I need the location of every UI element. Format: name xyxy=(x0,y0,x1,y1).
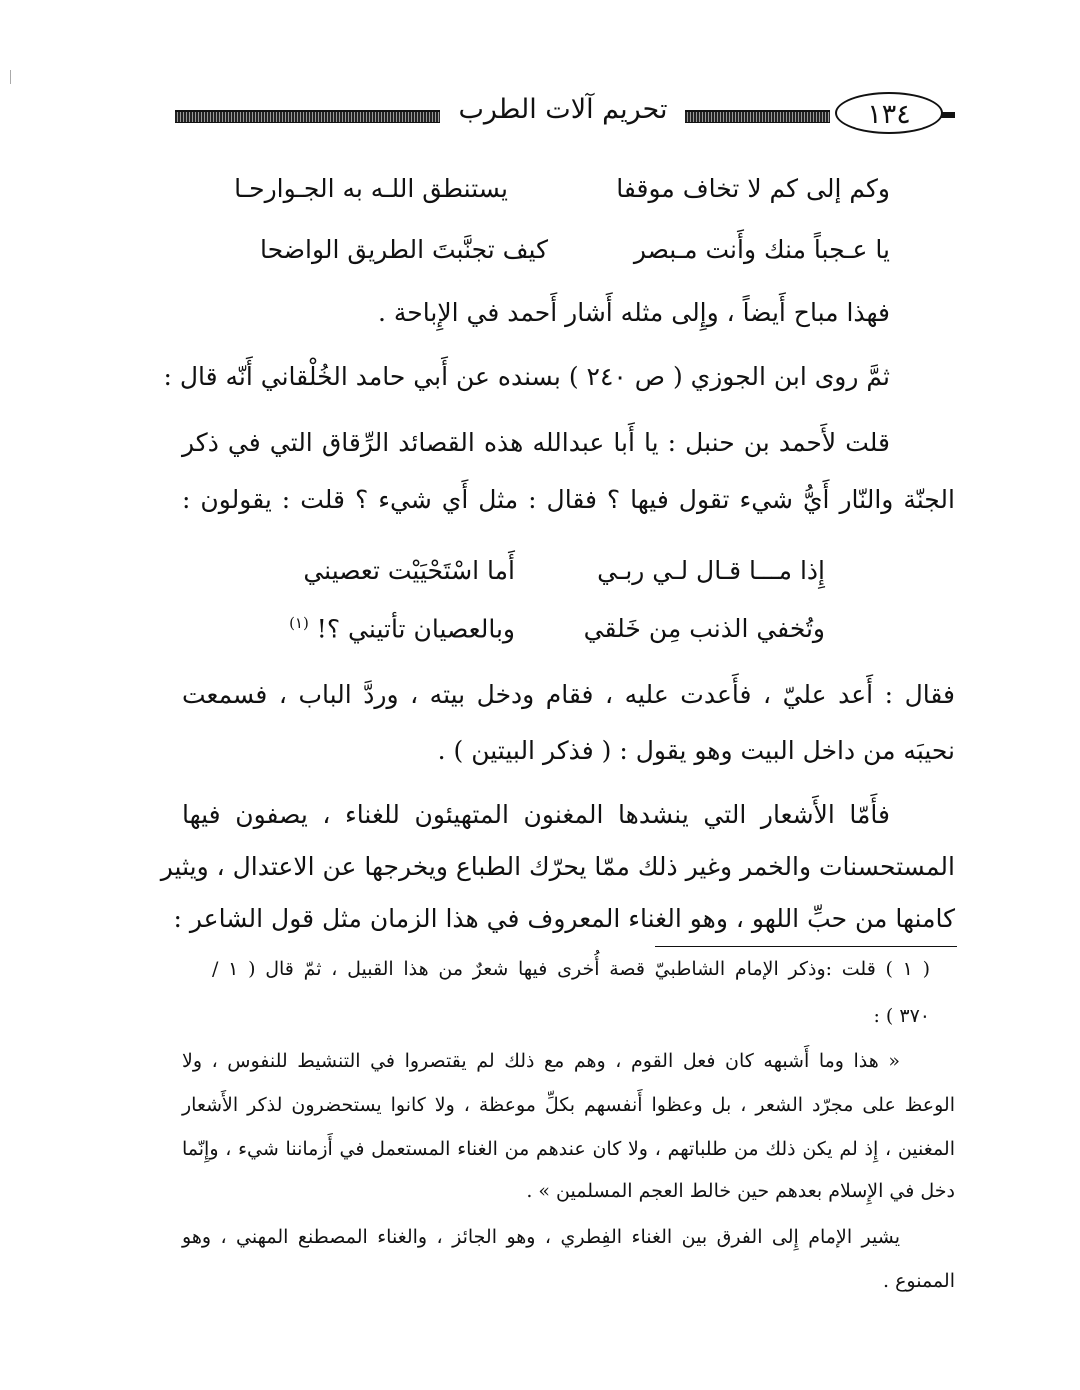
scan-mark xyxy=(10,70,11,84)
paragraph-5-line-2: المستحسنات والخمر وغير ذلك ممّا يحرّك الطباع ويخرجها عن الاعتدال ، ويثير xyxy=(160,852,955,881)
page-number: ١٣٤ xyxy=(835,92,943,134)
footnote-3-line-1: يشير الإمام إِلى الفرق بين الغناء الفِطري ، وهو الجائز ، والغناء المصطنع المهني ، وهو xyxy=(182,1226,900,1248)
paragraph-5-line-1: فأَمّا الأَشعار التي ينشدها المغنون المتهيئون للغناء ، يصفون فيها xyxy=(182,800,890,829)
header-rule-left xyxy=(175,110,440,123)
poem2-line2-text: وبالعصيان تأتيني ؟! xyxy=(316,614,515,644)
poem2-line1-hemistich-b: أَما اسْتَحْيَيْت تعصيني xyxy=(303,556,515,585)
paragraph-4-line-2: نحيبَه من داخل البيت وهو يقول : ( فذكر البيتين ) . xyxy=(437,736,955,765)
paragraph-3-line-2: الجنّة والنّار أَيُّ شيء تقول فيها ؟ فقال : مثل أَي شيء ؟ قلت : يقولون : xyxy=(182,485,955,514)
paragraph-5-line-3: كامنها من حبِّ اللهو ، وهو الغناء المعروف في هذا الزمان مثل قول الشاعر : xyxy=(173,904,955,933)
footnote-2-line-2: الوعظ على مجرّد الشعر ، بل وعظوا أَنفسهم بكلِّ موعظة ، ولا كانوا يستحضرون لذكر الأَشعار xyxy=(182,1094,955,1116)
header-rule-right xyxy=(685,110,830,123)
page-header xyxy=(175,88,955,138)
poem2-line2-hemistich-b xyxy=(258,614,515,643)
footnote-3-line-2: الممنوع . xyxy=(882,1270,955,1292)
paragraph-4-line-1: فقال : أَعد عليّ ، فأَعدت عليه ، فقام ودخل بيته ، وردَّ الباب ، فسمعت xyxy=(182,680,955,709)
running-title: تحريم آلات الطرب xyxy=(458,94,668,125)
footnote-1-line-1: ( ١ ) قلت :وذكر الإمام الشاطبيّ قصة أُخرى فيها شعرٌ من هذا القبيل ، ثمّ قال ( ١ / xyxy=(212,958,930,980)
poem2-line1-hemistich-a: إِذا مـــا قـال لـي ربـي xyxy=(597,556,825,585)
poem1-line2-hemistich-a: يا عـجباً منك وأَنت مـبصر xyxy=(633,235,890,264)
footnote-2-line-4: دخل في الإِسلام بعدهم حين خالط العجم المسلمين » . xyxy=(526,1180,955,1202)
poem1-line1-hemistich-b: يستنطق اللـه به الجـوارحـا xyxy=(234,174,508,203)
footnote-2-line-3: المغنين ، إِذ لم يكن ذلك من طلباتهم ، ولا كان عندهم من الغناء المستعمل في أَزماننا شيء ، وإِنّما xyxy=(182,1138,955,1160)
poem1-line2-hemistich-b: كيف تجنَّبتَ الطريق الواضحا xyxy=(260,235,548,264)
paragraph-2: ثمَّ روى ابن الجوزي ( ص ٢٤٠ ) بسنده عن أَبي حامد الخُلْقاني أَنّه قال : xyxy=(163,362,890,391)
footnote-separator xyxy=(655,946,957,947)
paragraph-3-line-1: قلت لأَحمد بن حنبل : يا أَبا عبدالله هذه القصائد الرِّقاق التي في ذكر xyxy=(182,428,890,457)
poem1-line1-hemistich-a: وكم إلى كم لا تخاف موقفا xyxy=(616,174,890,203)
footnote-2-line-1: « هذا وما أَشبهه كان فعل القوم ، وهم مع ذلك لم يقتصروا في التنشيط للنفوس ، ولا xyxy=(182,1050,900,1072)
footnote-reference[interactable]: (١) xyxy=(289,614,309,632)
poem2-line2-hemistich-a: وتُخفي الذنب مِن خَلقي xyxy=(583,614,825,643)
paragraph-1: فهذا مباح أَيضاً ، وإِلى مثله أَشار أَحمد في الإِباحة . xyxy=(378,298,890,327)
footnote-1-line-2: ٣٧٠ ) : xyxy=(873,1005,930,1027)
header-rule-tail xyxy=(941,112,955,118)
